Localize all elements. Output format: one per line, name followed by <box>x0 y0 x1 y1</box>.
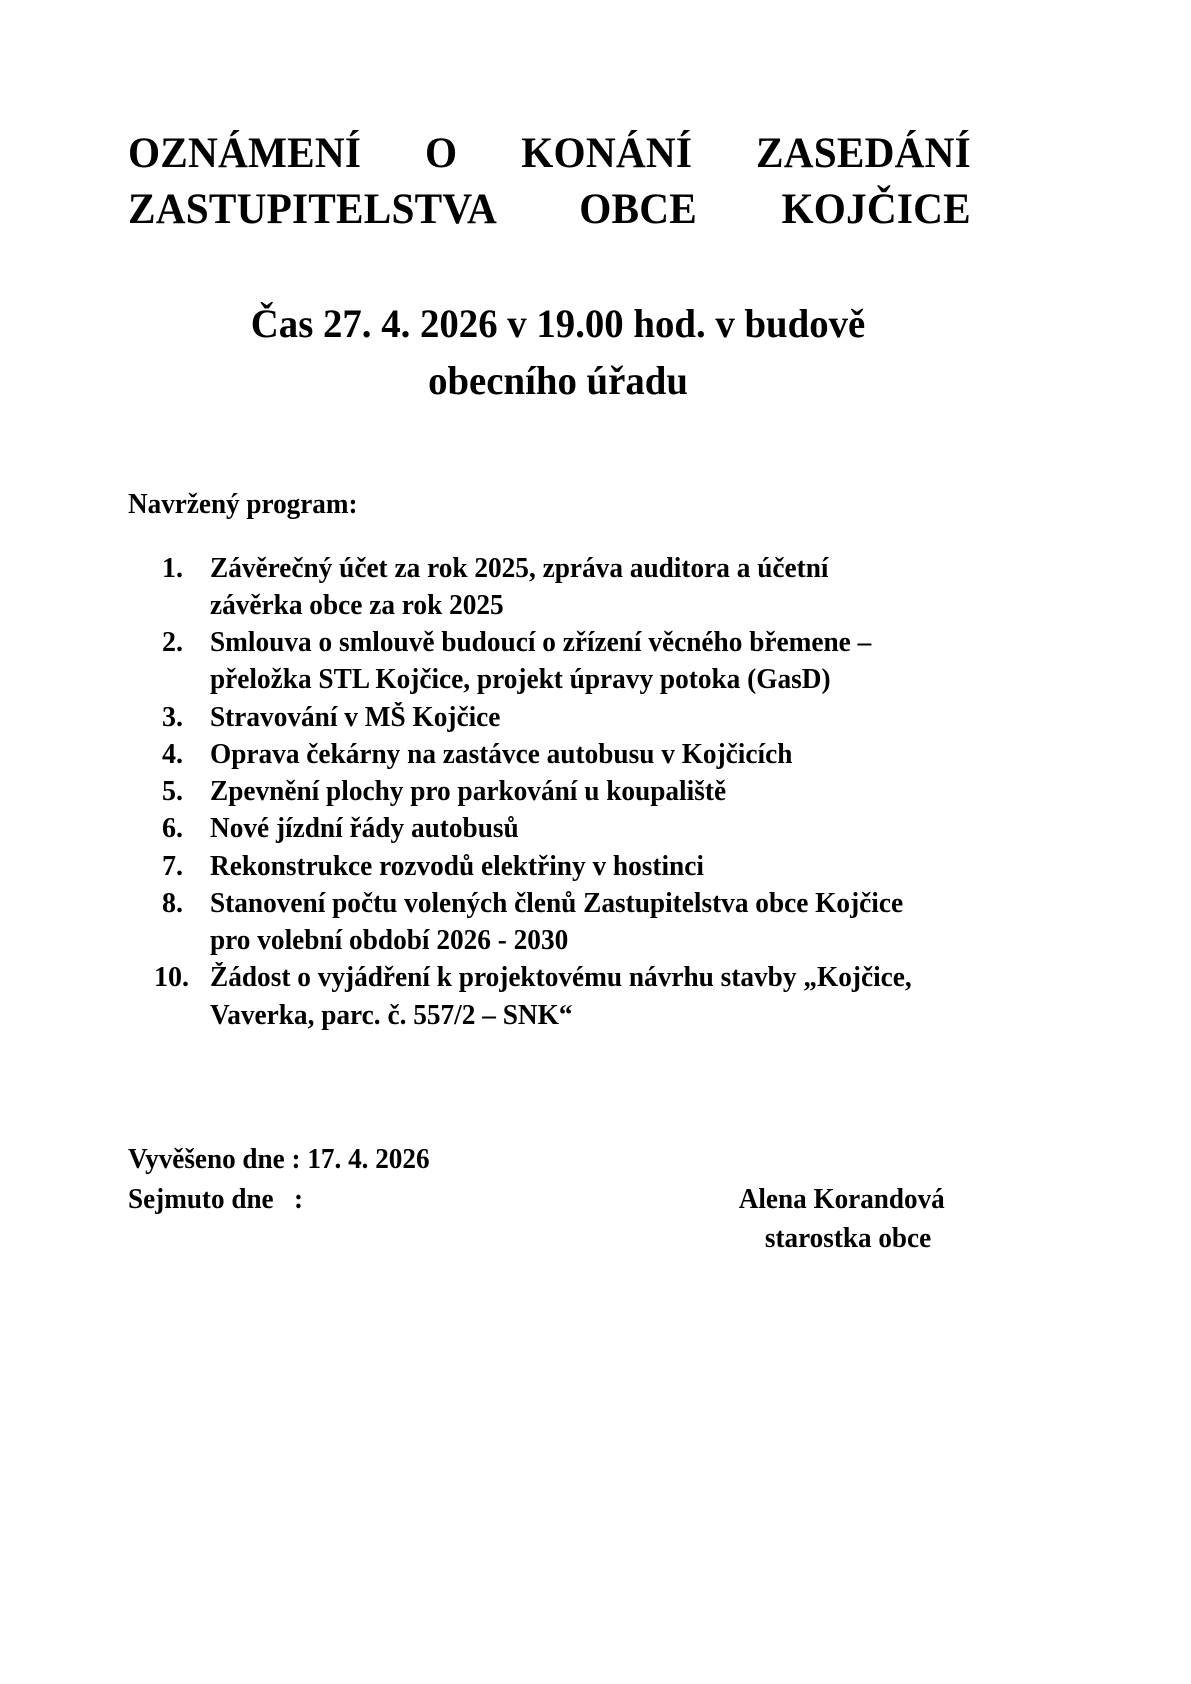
agenda-item-line: pro volební období 2026 - 2030 <box>210 925 569 957</box>
document-content <box>128 0 988 1259</box>
program-heading: Navržený program: <box>128 489 358 521</box>
agenda-item-number: 6. <box>162 813 183 845</box>
signer-name: Alena Korandová <box>738 1183 945 1215</box>
agenda-item-number: 8. <box>162 887 183 919</box>
list-item <box>128 773 988 810</box>
agenda-item-line: Závěrečný účet za rok 2025, zpráva auditora a účetní <box>210 552 829 584</box>
agenda-item-text <box>210 810 969 847</box>
agenda-item-line: Stravování v MŠ Kojčice <box>210 701 501 733</box>
agenda-item-text <box>210 885 969 959</box>
agenda-item-text <box>210 699 969 736</box>
removed-date: Sejmuto dne : <box>128 1183 304 1215</box>
agenda-item-number: 5. <box>162 776 183 808</box>
posting-date-row <box>128 1140 962 1180</box>
list-item <box>128 848 988 885</box>
list-item <box>128 959 988 1033</box>
agenda-list <box>128 524 988 1034</box>
agenda-item-number: 1. <box>162 552 183 584</box>
agenda-item-line: Vaverka, parc. č. 557/2 – SNK“ <box>210 999 573 1031</box>
subtitle-line-2: obecního úřadu <box>428 357 688 403</box>
agenda-item-line: Rekonstrukce rozvodů elektřiny v hostinci <box>210 850 704 882</box>
agenda-item-text <box>210 773 969 810</box>
agenda-item-number: 7. <box>162 850 183 882</box>
agenda-item-text <box>210 736 969 773</box>
list-item <box>128 810 988 847</box>
list-item <box>128 699 988 736</box>
agenda-item-number: 3. <box>162 701 183 733</box>
title-line-2: ZASTUPITELSTVA OBCE KOJČICE <box>128 185 971 233</box>
agenda-item-line: Oprava čekárny na zastávce autobusu v Kojčicích <box>210 738 793 770</box>
subtitle-line-1: Čas 27. 4. 2026 v 19.00 hod. v budově <box>250 300 866 346</box>
agenda-item-text <box>210 848 969 885</box>
agenda-item-text <box>210 550 969 624</box>
agenda-item-number: 10. <box>154 962 189 994</box>
removal-and-signature-row <box>128 1180 962 1220</box>
agenda-item-line: Stanovení počtu volených členů Zastupitelstva obce Kojčice <box>210 887 904 919</box>
posted-date: Vyvěšeno dne : 17. 4. 2026 <box>128 1143 430 1175</box>
document-footer <box>128 1034 962 1259</box>
list-item <box>128 736 988 773</box>
title-line-1: OZNÁMENÍ O KONÁNÍ ZASEDÁNÍ <box>128 130 971 177</box>
agenda-item-line: Smlouva o smlouvě budoucí o zřízení věcného břemene – <box>210 627 872 659</box>
list-item <box>128 550 988 624</box>
page-title <box>128 0 971 238</box>
list-item <box>128 885 988 959</box>
signer-role: starostka obce <box>764 1223 932 1255</box>
agenda-item-line: přeložka STL Kojčice, projekt úpravy potoka (GasD) <box>210 664 831 696</box>
agenda-item-number: 4. <box>162 738 183 770</box>
agenda-item-line: závěrka obce za rok 2025 <box>210 590 504 621</box>
agenda-item-number: 2. <box>162 627 183 659</box>
agenda-item-line: Zpevnění plochy pro parkování u koupaliště <box>210 776 727 808</box>
meeting-time-subtitle <box>141 238 975 410</box>
agenda-item-line: Nové jízdní řády autobusů <box>210 813 519 845</box>
list-item <box>128 624 988 698</box>
agenda-item-text <box>210 624 969 698</box>
agenda-item-line: Žádost o vyjádření k projektovému návrhu stavby „Kojčice, <box>210 962 912 994</box>
agenda-item-text <box>210 959 969 1033</box>
